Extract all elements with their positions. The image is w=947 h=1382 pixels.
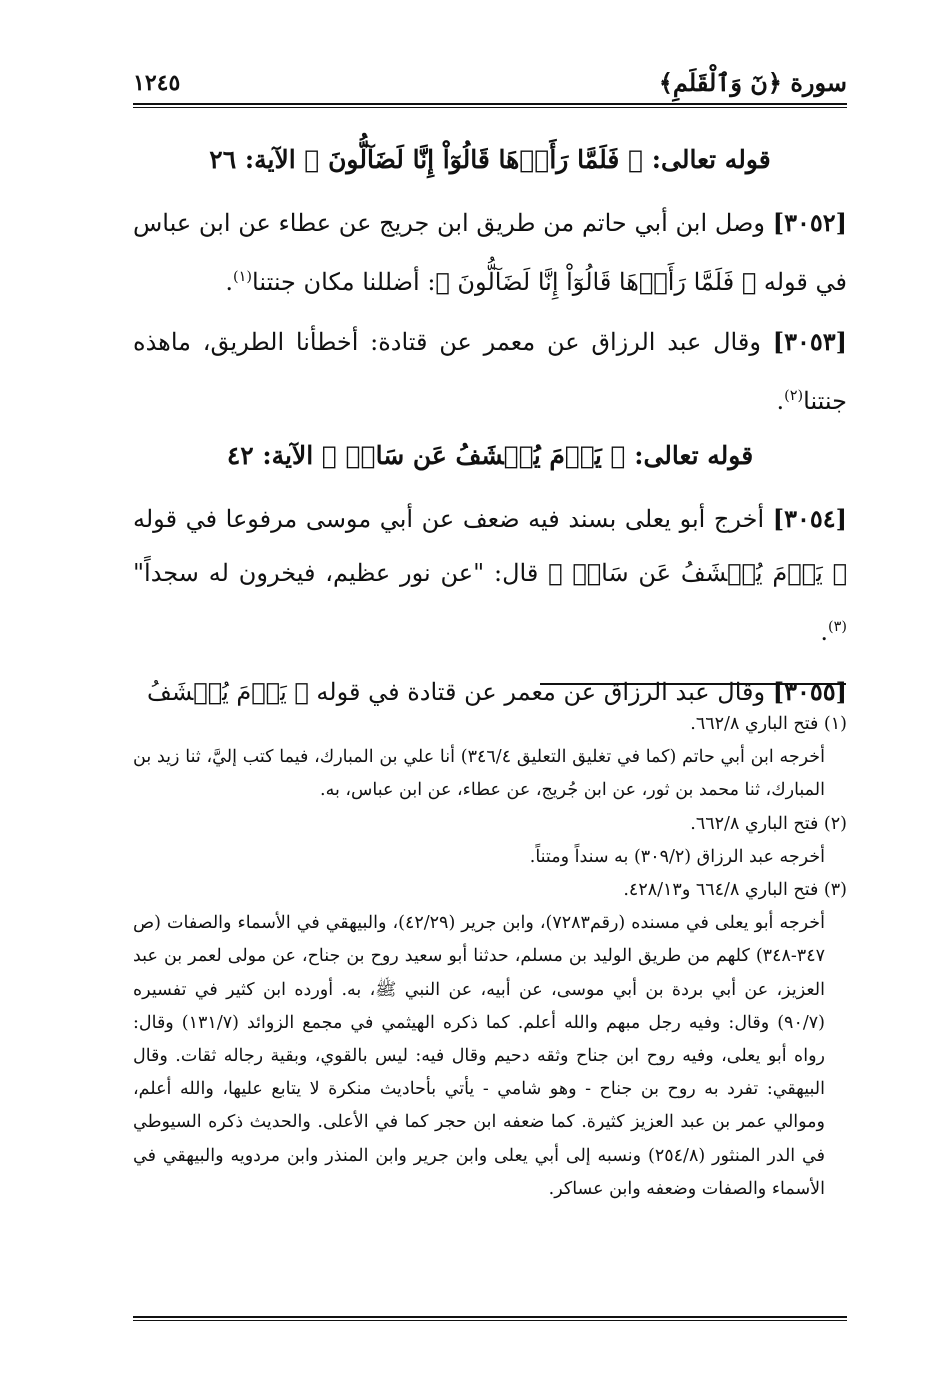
narration-text: وقال عبد الرزاق عن معمر عن قتادة في قوله ﴿ يَوۡمَ يُكۡشَفُ (147, 678, 766, 706)
narration-number: [٣٠٥٥] (772, 677, 847, 706)
narration-number: [٣٠٥٣] (772, 327, 847, 356)
narration-text: وصل ابن أبي حاتم من طريق ابن جريج عن عطاء عن ابن عباس في قوله ﴿ فَلَمَّا رَأَوۡهَا قَالُوٓاْ إِنَّا لَضَآلُّونَ ﴾: أضللنا مكان جنتنا (133, 209, 847, 296)
verse-heading-26: قوله تعالى: ﴿ فَلَمَّا رَأَوۡهَا قَالُوٓاْ إِنَّا لَضَآلُّونَ ﴾ الآية: ٢٦ (209, 145, 771, 174)
footnote-2-title: (٢) فتح الباري ٦٦٢/٨. (690, 813, 847, 834)
footnotes (133, 708, 847, 1206)
narration-number: [٣٠٥٤] (772, 504, 848, 533)
narration-text: وقال عبد الرزاق عن معمر عن قتادة: أخطأنا الطريق، ماهذه جنتنا (133, 328, 847, 415)
header-rule-thin (133, 107, 847, 108)
narration-number: [٣٠٥٢] (772, 208, 847, 237)
footnote-3-title: (٣) فتح الباري ٦٦٤/٨ و٤٢٨/١٣. (623, 880, 847, 901)
footnote-separator (540, 683, 846, 685)
footnote-1-detail: أخرجه ابن أبي حاتم (كما في تغليق التعليق ٣٤٦/٤) أنا علي بن المبارك، فيما كتب إليَّ، ثنا زيد بن المبارك، ثنا محمد بن ثور، عن ابن جُريج، عن عطاء، عن ابن عباس، به. (133, 747, 825, 801)
footnote-ref: (١) (233, 269, 253, 285)
footnote-2-detail: أخرجه عبد الرزاق (٣٠٩/٢) به سنداً ومتناً. (529, 846, 825, 867)
narration-text: أخرج أبو يعلى بسند فيه ضعف عن أبي موسى مرفوعا في قوله ﴿ يَوۡمَ يُكۡشَفُ عَن سَاقٖ ﴾ قال: "عن نور عظيم، فيخرون له سجداً" (133, 505, 847, 587)
narration-3053: [٣٠٥٣] وقال عبد الرزاق عن معمر عن قتادة: أخطأنا الطريق، ماهذه جنتنا$^{(٢)}$. (133, 327, 847, 415)
header-rule (133, 103, 847, 105)
surah-title: سورة ﴿نٓ وَٱلْقَلَمِ﴾ (658, 68, 847, 97)
main-text (133, 138, 847, 725)
page-number: ١٢٤٥ (133, 70, 181, 96)
verse-heading-42: قوله تعالى: ﴿ يَوۡمَ يُكۡشَفُ عَن سَاقٖ ﴾ الآية: ٤٢ (226, 441, 754, 470)
bottom-rule-thin (133, 1320, 847, 1321)
footnote-3-detail: أخرجه أبو يعلى في مسنده (رقم٧٢٨٣)، وابن جرير (٤٢/٢٩)، والبيهقي في الأسماء والصفات (ص ٣٤٧-٣٤٨) كلهم من طريق الوليد بن مسلم، حدثنا أبو سعيد روح بن جناح، عن مولى لعمر بن عبد العزيز، عن أبي بردة بن أبي موسى، عن أبيه، عن النبي ﷺ، به. أورده ابن كثير في تفسيره (٩٠/٧) وقال: وفيه رجل مبهم والله أعلم. كما ذكره الهيثمي في مجمع الزوائد (١٣١/٧) وقال: رواه أبو يعلى، وفيه روح ابن جناح وثقه دحيم وقال فيه: ليس بالقوي، وبقية رجاله ثقات. وقال البيهقي: تفرد به روح بن جناح - وهو شامي - يأتي بأحاديث منكرة لا يتابع عليها، والله أعلم، وموالي عمر بن عبد العزيز كثيرة. كما ضعفه ابن حجر كما في الأعلى. والحديث ذكره السيوطي في الدر المنثور (٢٥٤/٨) ونسبه إلى أبي يعلى وابن جرير وابن المنذر وابن مردويه والبيهقي في الأسماء والصفات وضعفه وابن عساكر. (133, 913, 825, 1199)
footnote-1-title: (١) فتح الباري ٦٦٢/٨. (690, 714, 847, 734)
footnote-ref: (٣) (828, 619, 847, 635)
narration-3054: [٣٠٥٤] أخرج أبو يعلى بسند فيه ضعف عن أبي موسى مرفوعا في قوله ﴿ يَوۡمَ يُكۡشَفُ عَن سَاقٖ ﴾ قال: "عن نور عظيم، فيخرون له سجداً"$^{(٣)}$. (133, 504, 848, 646)
footnote-ref: (٢) (784, 388, 804, 404)
page-header (133, 68, 847, 104)
bottom-rule (133, 1316, 847, 1318)
narration-3052: [٣٠٥٢] وصل ابن أبي حاتم من طريق ابن جريج عن عطاء عن ابن عباس في قوله ﴿ فَلَمَّا رَأَوۡهَا قَالُوٓاْ إِنَّا لَضَآلُّونَ ﴾: أضللنا مكان جنتنا$^{(١)}$. (133, 208, 847, 296)
